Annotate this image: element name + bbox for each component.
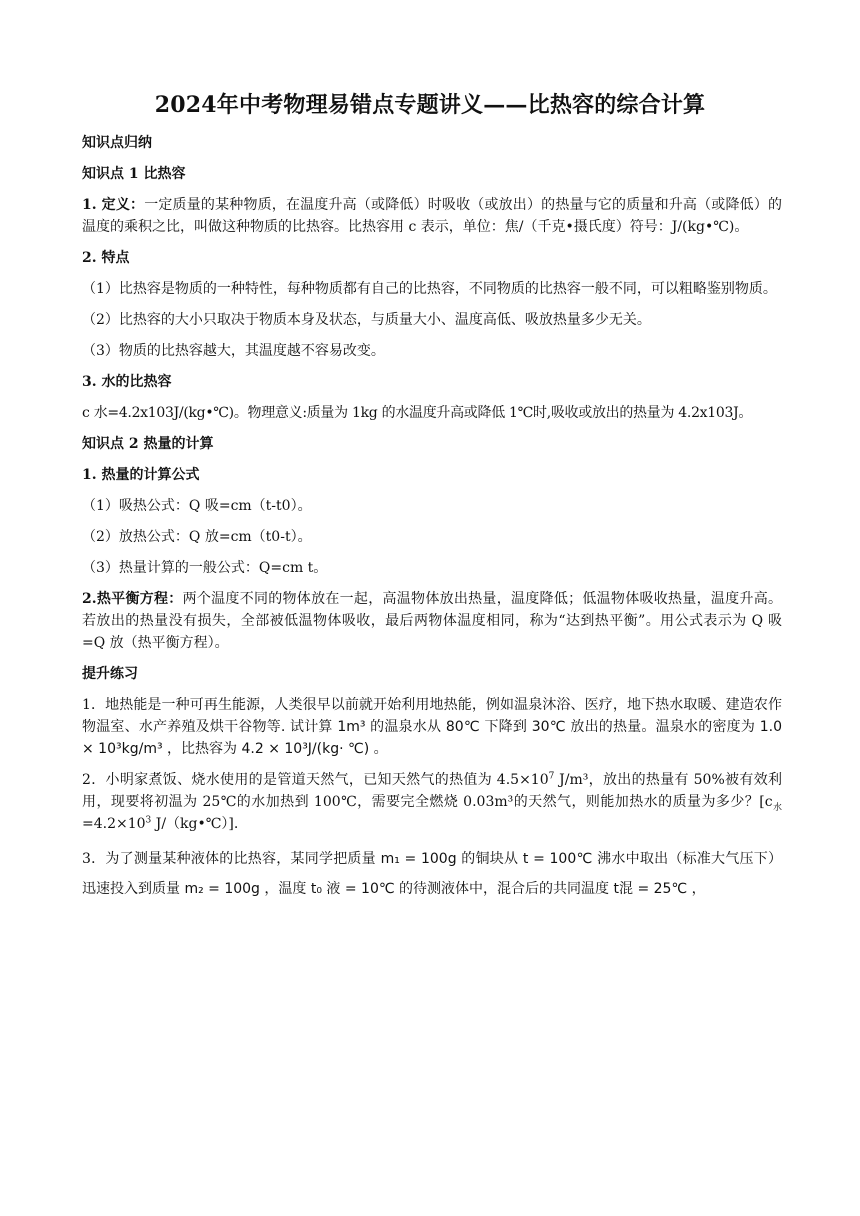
q2-subscript: 水 [772,802,782,813]
section-heading-knowledge-summary: 知识点归纳 [82,135,152,151]
q1-text: ，比热容为 [162,741,242,757]
feature-item: （3）物质的比热容越大，其温度越不容易改变。 [82,343,385,359]
q3-boiling-temp: t = 100℃ [522,851,593,867]
formula-item: （3）热量计算的一般公式：Q=cm t。 [82,560,328,576]
q3-text: 的铜块从 [456,851,523,867]
formula-item: （1）吸热公式：Q 吸=cm（t-t0）。 [82,498,312,514]
page-title: 2024年中考物理易错点专题讲义——比热容的综合计算 [154,92,706,118]
q1-density: 1.0 × 10³kg/m³ [82,719,782,757]
kp1-water-heading: 3. 水的比热容 [82,374,172,390]
q3-mixed-temp: t混 = 25℃ [613,881,688,897]
formula-item: （2）放热公式：Q 放=cm（t0-t）。 [82,529,312,545]
kp1-water-text: c 水=4.2x103J/(kg•℃)。物理意义:质量为 1kg 的水温度升高或降低 1℃时,吸收或放出的热量为 4.2x103J。 [82,405,753,421]
kp1-definition [82,194,782,238]
feature-item: （2）比热容的大小只取决于物质本身及状态，与质量大小、温度高低、吸放热量多少无关。 [82,312,651,328]
q1-specific-heat: 4.2 × 10³J/(kg· ℃) [241,741,370,757]
practice-heading: 提升练习 [82,666,138,682]
q2-text: 2．小明家煮饭、烧水使用的是管道天然气，已知天然气的热值为 4.5×10 [82,772,549,788]
q2-exponent: 7 [548,771,555,782]
q3-text: 沸水中取出（标准大气压下）迅速投入到质量 [82,851,783,897]
document-body [82,132,782,913]
q2-text: =4.2×10 [82,816,146,832]
q3-liquid-mass: m₂ = 100g [184,881,260,897]
q3-text: 3．为了测量某种液体的比热容，某同学把质量 [82,851,381,867]
heat-balance-text: 两个温度不同的物体放在一起，高温物体放出热量，温度降低；低温物体吸收热量，温度升高。若放出的热量没有损失，全部被低温物体吸收，最后两物体温度相同，称为“达到热平衡”。用公式表示为 Q 吸=Q 放（热平衡方程）。 [82,591,783,651]
q1-text: 放出的热量。温泉水的密度为 [565,719,760,735]
kp2-formula-heading: 1. 热量的计算公式 [82,467,200,483]
q3-copper-mass: m₁ = 100g [380,851,457,867]
q2-text: J/（kg•℃）]. [151,816,239,832]
kp1-features-heading: 2. 特点 [82,250,130,266]
q1-text: 的温泉水从 [365,719,446,735]
q1-initial-temp: 80℃ [445,719,480,735]
q3-liquid-temp: t₀ 液 = 10℃ [310,881,395,897]
kp2-heading: 知识点 2 热量的计算 [82,436,214,452]
q1-text: 。 [369,741,388,757]
kp1-heading: 知识点 1 比热容 [82,166,186,182]
q1-text: 下降到 [479,719,532,735]
q2-exponent: 3 [145,815,152,826]
question-1 [82,694,782,760]
q3-text: ， [687,881,706,897]
definition-label: 1. 定义： [82,197,145,213]
q1-volume: 1m³ [337,719,366,735]
q3-text: ，温度 [259,881,311,897]
q3-text: 的待测液体中，混合后的共同温度 [394,881,614,897]
question-2 [82,769,782,835]
q1-text: 1．地热能是一种可再生能源，人类很早以前就开始利用地热能，例如温泉沐浴、医疗，地下热水取暖、建造农作物温室、水产养殖及烘干谷物等. 试计算 [82,697,782,735]
q1-final-temp: 30℃ [531,719,566,735]
heat-balance-label: 2.热平衡方程： [82,591,183,607]
definition-text: 一定质量的某种物质，在温度升高（或降低）时吸收（或放出）的热量与它的质量和升高（或降低）的温度的乘积之比，叫做这种物质的比热容。比热容用 c 表示，单位：焦/（千克•摄氏度）符号：J/(kg•℃)。 [82,197,782,235]
kp2-heat-balance [82,588,782,654]
q2-text: J/m³，放出的热量有 50%被有效利用，现要将初温为 25℃的水加热到 100℃，需要完全燃烧 0.03m³的天然气，则能加热水的质量为多少？[c [82,772,783,810]
feature-item: （1）比热容是物质的一种特性，每种物质都有自己的比热容，不同物质的比热容一般不同，可以粗略鉴别物质。 [82,281,777,297]
question-3 [82,844,782,904]
